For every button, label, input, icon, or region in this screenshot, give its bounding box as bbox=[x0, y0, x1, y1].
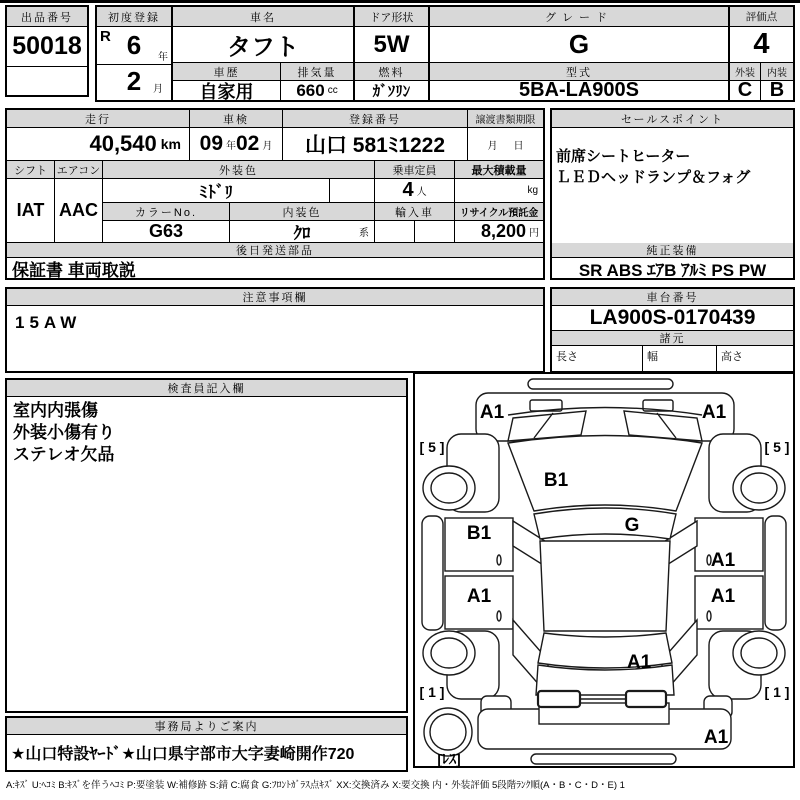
displacement-value bbox=[281, 81, 353, 100]
shaken-month-unit: 月 bbox=[262, 140, 273, 152]
exterior-grade-value: C bbox=[730, 81, 761, 100]
damage-code-legend: A:ｷｽﾞ U:ﾍｺﾐ B:ｷｽﾞを伴うﾍｺﾐ P:要塗装 W:補修跡 S:錆 C:腐食 G:ﾌﾛﾝﾄｶﾞﾗｽ点ｷｽﾞ XX:交換済み X:要交換 内・外装評価 5段階ﾗﾝｸ順(A・B・C・D・E) 1 bbox=[6, 780, 625, 791]
capacity-unit: 人 bbox=[416, 187, 427, 198]
later-parts-header: 後日発送部品 bbox=[7, 243, 543, 258]
door-shape-value: 5W bbox=[355, 27, 428, 63]
interior-grade-header: 内装 bbox=[761, 63, 793, 81]
first-registration-month bbox=[97, 65, 171, 98]
roof bbox=[540, 541, 670, 631]
diagram-mark: A1 bbox=[710, 586, 736, 607]
inspector-line3: ステレオ欠品 bbox=[13, 445, 115, 464]
sales-point-box bbox=[550, 108, 795, 280]
damage-diagram-box bbox=[413, 372, 795, 768]
diagram-mark: A1 bbox=[710, 550, 736, 571]
door-shape-box bbox=[353, 5, 430, 102]
diagram-mark: A1 bbox=[479, 402, 505, 423]
height-cell: 高さ bbox=[721, 351, 743, 363]
inspector-header: 検査員記入欄 bbox=[7, 380, 406, 397]
tire-tread-mark: [ 1 ] bbox=[419, 684, 445, 700]
color-no-header: カラーNo. bbox=[103, 203, 230, 221]
shaken-year-unit: 年 bbox=[226, 140, 236, 152]
car-name-box bbox=[171, 5, 355, 102]
exterior-color-sub-cell bbox=[330, 179, 375, 203]
score-value: 4 bbox=[730, 27, 793, 63]
spare-tire-mark: [ﾚｽ] bbox=[437, 751, 461, 767]
first-registration-year bbox=[97, 27, 171, 65]
inspector-line1: 室内内張傷 bbox=[13, 401, 98, 420]
office-notice-value: ★山口特設ﾔｰﾄﾞ★山口県宇部市大字妻崎開作720 bbox=[11, 746, 355, 763]
fuel-value: ｶﾞｿﾘﾝ bbox=[372, 83, 411, 100]
notes-value: 15AW bbox=[15, 313, 82, 332]
tire-tread-mark: [ 5 ] bbox=[419, 439, 445, 455]
registration-number-value: 山口 581ﾐ1222 bbox=[283, 128, 468, 161]
transfer-deadline-header: 譲渡書類期限 bbox=[468, 110, 543, 128]
sales-point-line2: ＬＥＤヘッドランプ＆フォグ bbox=[556, 169, 751, 186]
car-outline-diagram bbox=[415, 374, 793, 766]
transfer-day-label: 日 bbox=[513, 140, 524, 152]
tire-tread-mark: [ 1 ] bbox=[764, 684, 790, 700]
office-notice-box bbox=[5, 716, 408, 772]
shaken-value bbox=[190, 128, 283, 161]
aircon-value: AAC bbox=[55, 179, 103, 243]
shaken-year: 09 bbox=[199, 132, 223, 155]
lot-number-value: 50018 bbox=[7, 27, 87, 67]
era-code: R bbox=[100, 28, 111, 45]
displacement-number: 660 bbox=[296, 81, 325, 100]
diagram-mark: A1 bbox=[626, 652, 652, 673]
first-registration-header: 初度登録 bbox=[97, 7, 171, 27]
notes-header: 注意事項欄 bbox=[7, 289, 543, 306]
registration-number-header: 登録番号 bbox=[283, 110, 468, 128]
capacity-header: 乗車定員 bbox=[375, 161, 455, 179]
lot-number-empty bbox=[7, 67, 87, 95]
diagram-mark: B1 bbox=[466, 523, 492, 544]
diagram-mark: A1 bbox=[466, 586, 492, 607]
color-no-value: G63 bbox=[103, 221, 230, 243]
score-header: 評価点 bbox=[730, 7, 793, 27]
top-border-strip bbox=[0, 0, 800, 3]
shaken-month: 02 bbox=[236, 132, 260, 155]
recycle-amount: 8,200 bbox=[480, 221, 526, 241]
chassis-value: LA900S-0170439 bbox=[552, 306, 793, 331]
shift-value: IAT bbox=[7, 179, 55, 243]
width-cell: 幅 bbox=[643, 346, 717, 371]
recycle-value bbox=[455, 221, 543, 243]
transfer-month-label: 月 bbox=[487, 140, 498, 152]
sales-point-line1: 前席シートヒーター bbox=[556, 148, 691, 165]
rear-glass bbox=[538, 633, 672, 668]
score-box bbox=[728, 5, 795, 102]
import-sub-cell-1 bbox=[375, 221, 415, 243]
recycle-header: リサイクル預託金 bbox=[455, 203, 543, 221]
grade-header: グレード bbox=[430, 7, 728, 27]
capacity-number: 4 bbox=[402, 179, 414, 201]
hood bbox=[508, 436, 702, 512]
lot-number-box bbox=[5, 5, 89, 97]
grade-value: G bbox=[430, 27, 728, 63]
month-unit: 月 bbox=[153, 84, 163, 95]
first-registration-box bbox=[95, 5, 173, 102]
history-value: 自家用 bbox=[173, 81, 281, 100]
length-cell: 長さ bbox=[552, 346, 643, 371]
sales-point-header: セールスポイント bbox=[552, 110, 793, 128]
interior-color-header: 内装色 bbox=[230, 203, 375, 221]
spec-header: 諸元 bbox=[552, 331, 793, 346]
shaken-header: 車検 bbox=[190, 110, 283, 128]
front-glass bbox=[534, 508, 676, 539]
reg-year: 6 bbox=[126, 30, 142, 60]
exterior-color-value: ﾐﾄﾞﾘ bbox=[103, 179, 330, 203]
exterior-grade-header: 外装 bbox=[730, 63, 761, 81]
reg-month: 2 bbox=[126, 66, 142, 96]
vehicle-info-box bbox=[5, 108, 545, 280]
displacement-header: 排気量 bbox=[281, 63, 353, 81]
interior-color-name: ｸﾛ bbox=[293, 224, 311, 243]
inspector-line2: 外装小傷有り bbox=[13, 423, 115, 442]
import-sub-cell-2 bbox=[415, 221, 455, 243]
rear-bumper bbox=[478, 691, 732, 764]
inspector-box bbox=[5, 378, 408, 713]
tire-tread-mark: [ 5 ] bbox=[764, 439, 790, 455]
factory-equipment-header: 純正装備 bbox=[552, 243, 793, 258]
mileage-header: 走行 bbox=[7, 110, 190, 128]
chassis-header: 車台番号 bbox=[552, 289, 793, 306]
mileage-number: 40,540 bbox=[89, 131, 157, 156]
car-name-header: 車名 bbox=[173, 7, 353, 27]
grade-box bbox=[428, 5, 730, 102]
factory-equipment-value: SR ABS ｴｱB ｱﾙﾐ PS PW bbox=[578, 260, 767, 278]
year-unit: 年 bbox=[158, 52, 168, 63]
transfer-deadline-value bbox=[468, 128, 543, 161]
interior-grade-value: B bbox=[769, 81, 785, 100]
aircon-header: エアコン bbox=[55, 161, 103, 179]
max-load-header: 最大積載量 bbox=[455, 161, 543, 179]
exterior-color-header: 外装色 bbox=[103, 161, 375, 179]
chassis-box bbox=[550, 287, 795, 373]
shift-header: シフト bbox=[7, 161, 55, 179]
diagram-mark: A1 bbox=[701, 402, 727, 423]
diagram-mark: B1 bbox=[543, 470, 569, 491]
later-parts-value: 保証書 車両取説 bbox=[12, 260, 136, 278]
import-header: 輸入車 bbox=[375, 203, 455, 221]
office-notice-header: 事務局よりご案内 bbox=[7, 718, 406, 735]
model-code-header: 型式 bbox=[430, 63, 728, 81]
mileage-value bbox=[7, 128, 190, 161]
inspector-notes bbox=[13, 400, 115, 466]
lot-number-header: 出品番号 bbox=[7, 7, 87, 27]
car-name-value: タフト bbox=[173, 27, 353, 63]
recycle-unit: 円 bbox=[529, 228, 539, 239]
diagram-mark: G bbox=[624, 515, 640, 536]
model-code-value: 5BA-LA900S bbox=[518, 81, 640, 100]
door-shape-header: ドア形状 bbox=[355, 7, 428, 27]
sales-point-content bbox=[556, 146, 789, 188]
mileage-unit: km bbox=[160, 136, 181, 152]
history-header: 車歴 bbox=[173, 63, 281, 81]
front-strip bbox=[528, 379, 673, 389]
displacement-unit: cc bbox=[327, 85, 338, 96]
max-load-value: kg bbox=[455, 179, 543, 203]
interior-color-suffix: 系 bbox=[359, 228, 369, 239]
capacity-value bbox=[375, 179, 455, 203]
interior-color-value bbox=[230, 221, 375, 243]
diagram-mark: A1 bbox=[703, 727, 729, 748]
fuel-header: 燃料 bbox=[355, 63, 428, 81]
notes-box bbox=[5, 287, 545, 373]
